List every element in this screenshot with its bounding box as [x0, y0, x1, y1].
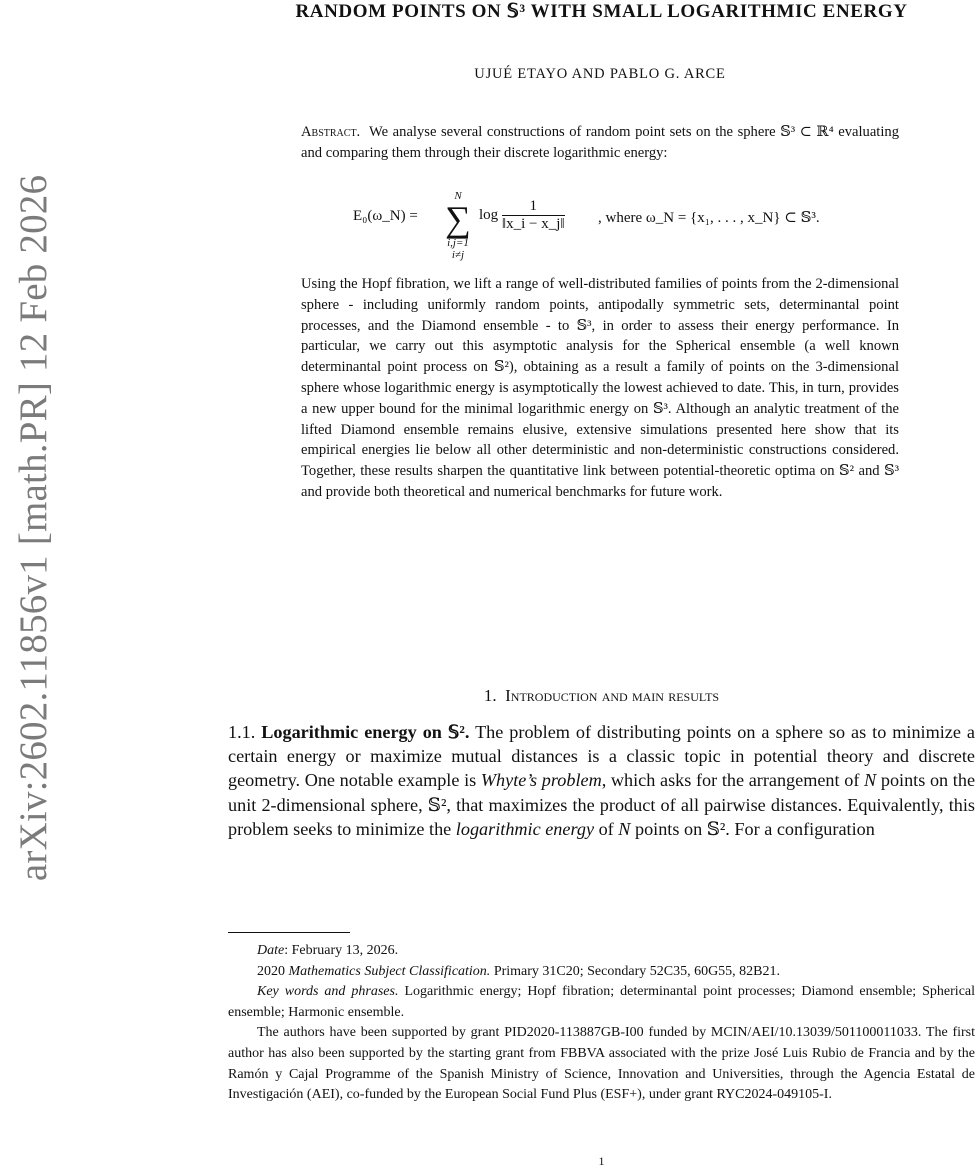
- keywords-label: Key words and phrases.: [257, 984, 399, 1000]
- intro-text-b: , which asks for the arrangement of: [601, 770, 860, 791]
- msc-year: 2020: [257, 963, 285, 979]
- msc-label: Mathematics Subject Classification.: [288, 963, 491, 979]
- formula-rhs: , where ω_N = {x₁, . . . , x_N} ⊂ 𝕊³.: [598, 210, 820, 226]
- sum-upper-limit: N: [454, 190, 462, 202]
- date-value: : February 13, 2026.: [284, 943, 399, 958]
- subsection-number: 1.1.: [228, 722, 256, 742]
- sum-lower-condition: i≠j: [451, 249, 465, 261]
- abstract-intro: [301, 122, 899, 164]
- footnote-date: [228, 941, 975, 962]
- energy-formula: [301, 188, 899, 266]
- intro-text-e: points on 𝕊². For a configuration: [634, 818, 875, 839]
- footnotes: [228, 941, 975, 1106]
- keywords-value: Logarithmic energy; Hopf fibration; determinantal point processes; Diamond ensemble; Spherical ensemble; Harmonic ensemble.: [228, 984, 975, 1020]
- log-fraction: [479, 198, 565, 233]
- intro-text-a: The problem of distributing points on a sphere so as to minimize a certain energy or maximize mutual distances is a classic topic in potential theory and discrete geometry. One notable example is: [228, 722, 975, 791]
- fraction-numerator: 1: [502, 198, 565, 216]
- section-number: 1.: [483, 686, 497, 705]
- abstract-body: Using the Hopf fibration, we lift a range of well-distributed families of points from the 2-dimensional sphere - including uniformly random points, antipodally symmetric sets, determinantal point processes, and the Diamond ensemble - to 𝕊³, in order to assess their energy performance. In particular, we carry out this asymptotic analysis for the Spherical ensemble (a well known determinantal point process on 𝕊²), obtaining as a result a family of points on the 3-dimensional sphere whose logarithmic energy is asymptotically the lowest achieved to date. This, in turn, provides a new upper bound for the minimal logarithmic energy on 𝕊³. Although an analytic treatment of the lifted Diamond ensemble remains elusive, extensive simulations presented here show that its empirical energies lie below all other deterministic and non-deterministic constructions considered. Together, these results sharpen the quantitative link between potential-theoretic optima on 𝕊² and 𝕊³ and provide both theoretical and numerical benchmarks for future work.: [301, 276, 899, 500]
- intro-text-c: points on the unit 2-dimensional sphere, 𝕊², that maximizes the product of all pairwise distances. Equivalently, this problem seeks to minimize the: [228, 770, 975, 839]
- subsection-title: Logarithmic energy on 𝕊².: [261, 722, 470, 742]
- abstract-intro-text: We analyse several constructions of random point sets on the sphere 𝕊³ ⊂ ℝ⁴ evaluating and comparing them through their discrete logarithmic energy:: [301, 124, 899, 161]
- variable-n: N: [864, 770, 877, 791]
- fraction: [502, 198, 565, 233]
- abstract-label: Abstract.: [301, 124, 361, 140]
- footnote-keywords: [228, 982, 975, 1023]
- variable-n: N: [618, 818, 631, 839]
- log-operator: log: [479, 206, 499, 223]
- section-heading: [228, 686, 975, 706]
- formula-lhs: E₀(ω_N) =: [353, 208, 418, 224]
- page-number: 1: [598, 1154, 605, 1168]
- logarithmic-energy-emphasis: logarithmic energy: [455, 818, 595, 839]
- intro-paragraph: [228, 720, 975, 841]
- sum-lower-limit: i,j=1: [447, 237, 469, 249]
- paper-authors: UJUÉ ETAYO AND PABLO G. ARCE: [474, 66, 726, 82]
- footnote-msc: [228, 962, 975, 983]
- footnote-divider: [228, 932, 350, 933]
- intro-text-d: of: [598, 818, 614, 839]
- date-label: Date: [257, 943, 285, 958]
- sigma-symbol: ∑: [445, 199, 471, 239]
- footnote-funding: The authors have been supported by grant PID2020-113887GB-I00 funded by MCIN/AEI/10.13039/501100011033. The first author has also been supported by the starting grant from FBBVA associated with the prize José Luis Rubio de Francia and by the Ramón y Cajal Programme of the Spanish Ministry of Science, Innovation and Universities, through the Agencia Estatal de Investigación (AEI), co-funded by the European Social Fund Plus (ESF+), under grant RYC2024-049105-I.: [228, 1025, 975, 1103]
- section-title: Introduction and main results: [505, 686, 720, 705]
- summation: [437, 191, 479, 261]
- msc-value: Primary 31C20; Secondary 52C35, 60G55, 82B21.: [493, 963, 781, 979]
- paper-title: RANDOM POINTS ON 𝕊³ WITH SMALL LOGARITHMIC ENERGY: [295, 1, 908, 22]
- arxiv-identifier-stamp: arXiv:2602.11856v1 [math.PR] 12 Feb 2026: [12, 174, 55, 882]
- fraction-denominator: ‖x_i − x_j‖: [501, 216, 565, 232]
- whytes-problem-emphasis: Whyte’s problem: [480, 770, 602, 791]
